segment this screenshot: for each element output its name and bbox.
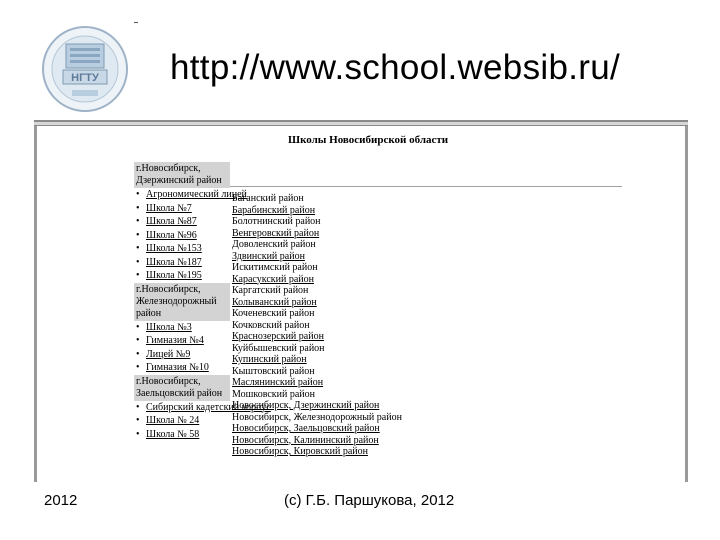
- district-link[interactable]: Карасукский район: [232, 273, 314, 285]
- footer-year: 2012: [44, 492, 78, 509]
- list-item[interactable]: • Гимназия №10: [136, 362, 209, 373]
- school-link[interactable]: Школа №187: [146, 256, 202, 268]
- school-link[interactable]: Гимназия №10: [146, 362, 209, 373]
- district-link[interactable]: Венгеровский район: [232, 227, 320, 239]
- district-link[interactable]: Коченевский район: [232, 308, 315, 319]
- screenshot-frame-left: [34, 126, 37, 482]
- district-link[interactable]: Купинский район: [232, 354, 307, 365]
- district-link[interactable]: Куйбышевский район: [232, 342, 325, 354]
- list-item[interactable]: • Сибирский кадетский корпус: [136, 401, 271, 413]
- list-item[interactable]: • Гимназия №4: [136, 335, 204, 346]
- group-heading-dzerzhinsky: г.Новосибирск, Дзержинский район: [134, 162, 230, 188]
- list-item[interactable]: • Школа №7: [136, 202, 192, 214]
- school-link[interactable]: Сибирский кадетский корпус: [146, 401, 271, 413]
- school-link[interactable]: Гимназия №4: [146, 335, 204, 346]
- footer-copyright: (с) Г.Б. Паршукова, 2012: [284, 492, 455, 509]
- district-link[interactable]: Кочковский район: [232, 319, 310, 331]
- list-item[interactable]: • Школа №87: [136, 216, 197, 227]
- district-link[interactable]: Кыштовский район: [232, 365, 315, 377]
- district-link[interactable]: Новосибирск, Калининский район: [232, 434, 379, 446]
- list-item[interactable]: • Школа №153: [136, 243, 202, 254]
- screenshot-frame-top: [34, 120, 688, 126]
- school-link[interactable]: Школа №195: [146, 270, 202, 281]
- slide-title-url: http://www.school.websib.ru/: [170, 48, 620, 87]
- website-screenshot: [34, 120, 688, 482]
- district-link[interactable]: Маслянинский район: [232, 377, 324, 388]
- school-link[interactable]: Школа №153: [146, 243, 202, 254]
- group-heading-zheleznodorozhny: г.Новосибирск, Железнодорожный район: [134, 283, 230, 321]
- logo-text: НГТУ: [71, 72, 99, 84]
- list-item[interactable]: • Школа № 24: [136, 415, 200, 426]
- district-link[interactable]: Новосибирск, Дзержинский район: [232, 400, 380, 411]
- school-link[interactable]: Школа №3: [146, 321, 192, 333]
- district-link[interactable]: Новосибирск, Кировский район: [232, 446, 368, 457]
- list-item[interactable]: • Школа № 58: [136, 428, 200, 440]
- school-link[interactable]: Школа № 58: [146, 428, 200, 440]
- district-link[interactable]: Новосибирск, Заельцовский район: [232, 423, 380, 434]
- page-heading: Школы Новосибирской области: [288, 134, 449, 146]
- school-link[interactable]: Школа № 24: [146, 415, 200, 426]
- district-link[interactable]: Баганский район: [232, 193, 304, 204]
- district-list: [232, 193, 402, 458]
- list-item[interactable]: • Агрономический лицей: [136, 189, 247, 200]
- district-link[interactable]: Здвинский район: [232, 250, 305, 262]
- school-link[interactable]: Школа №87: [146, 216, 197, 227]
- list-item[interactable]: • Школа №195: [136, 270, 202, 281]
- school-link[interactable]: Школа №7: [146, 202, 192, 214]
- decorative-dash: [134, 22, 138, 23]
- group-heading-zaeltsovsky: г.Новосибирск, Заельцовский район: [134, 375, 230, 401]
- school-link[interactable]: Лицей №9: [146, 348, 191, 360]
- ngtu-logo: [36, 24, 134, 114]
- district-link[interactable]: Колыванский район: [232, 296, 317, 308]
- screenshot-frame-right: [685, 126, 688, 482]
- district-link[interactable]: Барабинский район: [232, 204, 316, 216]
- school-link[interactable]: Школа №96: [146, 229, 197, 241]
- list-item[interactable]: • Лицей №9: [136, 348, 191, 360]
- list-item[interactable]: • Школа №96: [136, 229, 197, 241]
- district-link[interactable]: Болотнинский район: [232, 216, 321, 227]
- district-link[interactable]: Краснозерский район: [232, 331, 324, 342]
- district-link[interactable]: Мошковский район: [232, 388, 315, 400]
- district-link[interactable]: Доволенский район: [232, 239, 316, 250]
- district-link[interactable]: Каргатский район: [232, 285, 309, 296]
- divider-line: [230, 186, 622, 187]
- district-link[interactable]: Искитимский район: [232, 262, 318, 273]
- district-link[interactable]: Новосибирск, Железнодорожный район: [232, 411, 402, 423]
- school-link[interactable]: Агрономический лицей: [146, 189, 247, 200]
- list-item[interactable]: • Школа №187: [136, 256, 202, 268]
- list-item[interactable]: • Школа №3: [136, 321, 192, 333]
